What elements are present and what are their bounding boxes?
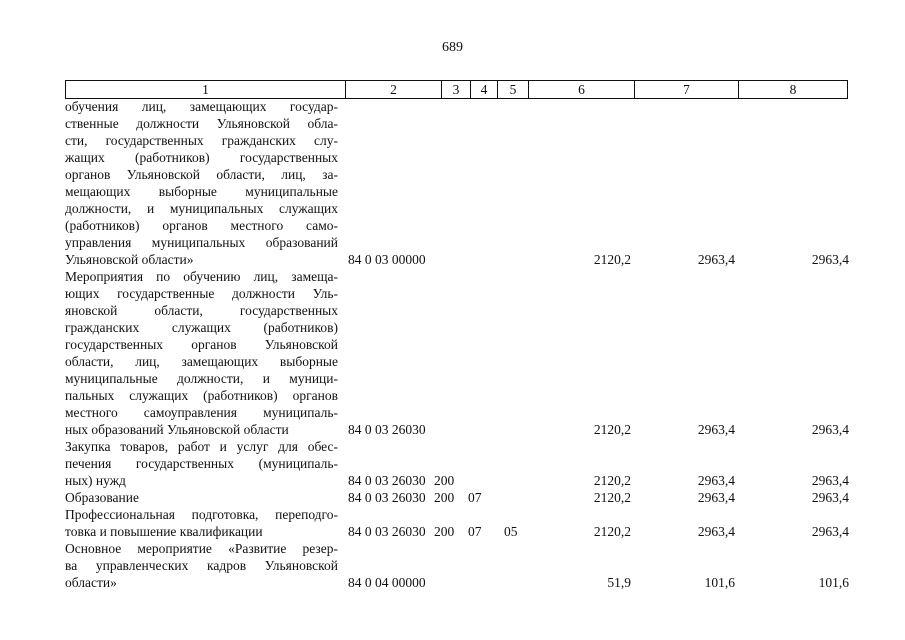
amount-column-8: 101,6 <box>818 575 849 590</box>
description-line: государственных органов Ульяновской <box>65 337 338 352</box>
amount-column-6: 2120,2 <box>593 490 631 505</box>
amount-column-8: 2963,4 <box>811 473 849 488</box>
description-line: Закупка товаров, работ и услуг для обес- <box>65 439 338 454</box>
expense-type-code: 200 <box>434 490 455 505</box>
row-description <box>65 438 338 489</box>
description-line: должности, и муниципальных служащих <box>65 201 338 216</box>
amount-column-8: 2963,4 <box>811 252 849 267</box>
amount-column-7: 2963,4 <box>697 252 735 267</box>
table-row <box>65 540 849 591</box>
description-line: ющих государственные должности Уль- <box>65 286 338 301</box>
column-header-7: 7 <box>635 81 739 99</box>
description-line: товка и повышение квалификации <box>65 524 263 539</box>
column-header-6: 6 <box>529 81 635 99</box>
budget-rows <box>65 98 849 591</box>
column-header-row <box>66 81 848 99</box>
amount-column-8: 2963,4 <box>811 422 849 437</box>
row-description <box>65 506 338 540</box>
description-line: Мероприятия по обучению лиц, замеща- <box>65 269 338 284</box>
description-line: Профессиональная подготовка, переподго- <box>65 507 338 522</box>
row-description <box>65 268 338 438</box>
description-line: местного самоуправления муниципаль- <box>65 405 338 420</box>
amount-column-6: 2120,2 <box>593 422 631 437</box>
amount-column-7: 2963,4 <box>697 473 735 488</box>
amount-column-6: 2120,2 <box>593 524 631 539</box>
description-line: ственные должности Ульяновской обла- <box>65 116 338 131</box>
description-line: гражданских служащих (работников) <box>65 320 338 335</box>
column-header-8: 8 <box>739 81 848 99</box>
description-line: управления муниципальных образований <box>65 235 338 250</box>
amount-column-7: 2963,4 <box>697 524 735 539</box>
amount-column-7: 2963,4 <box>697 490 735 505</box>
expense-type-code: 200 <box>434 524 455 539</box>
table-row <box>65 506 849 540</box>
description-line: Ульяновской области» <box>65 252 194 267</box>
description-line: ных образований Ульяновской области <box>65 422 289 437</box>
target-code: 84 0 03 26030 <box>348 473 426 488</box>
target-code: 84 0 03 26030 <box>348 524 426 539</box>
target-code: 84 0 03 00000 <box>348 252 426 267</box>
amount-column-6: 2120,2 <box>593 473 631 488</box>
amount-column-6: 51,9 <box>607 575 631 590</box>
amount-column-7: 2963,4 <box>697 422 735 437</box>
amount-column-7: 101,6 <box>704 575 735 590</box>
target-code: 84 0 04 00000 <box>348 575 426 590</box>
column-header-1: 1 <box>66 81 346 99</box>
amount-column-6: 2120,2 <box>593 252 631 267</box>
description-line: пальных служащих (работников) органов <box>65 388 338 403</box>
table-row <box>65 438 849 489</box>
description-line: обучения лиц, замещающих государ- <box>65 99 338 114</box>
description-line: Образование <box>65 490 139 505</box>
description-line: печения государственных (муниципаль- <box>65 456 338 471</box>
description-line: яновской области, государственных <box>65 303 338 318</box>
subsection-code: 05 <box>504 524 518 539</box>
expense-type-code: 200 <box>434 473 455 488</box>
row-description <box>65 98 338 268</box>
description-line: (работников) органов местного само- <box>65 218 338 233</box>
description-line: ных) нужд <box>65 473 126 488</box>
column-header-table <box>65 80 848 99</box>
column-header-4: 4 <box>471 81 498 99</box>
page-number: 689 <box>442 40 463 55</box>
table-row <box>65 489 849 506</box>
description-line: муниципальные должности, и муници- <box>65 371 338 386</box>
description-line: мещающих выборные муниципальные <box>65 184 338 199</box>
target-code: 84 0 03 26030 <box>348 422 426 437</box>
description-line: области» <box>65 575 117 590</box>
section-code: 07 <box>468 524 482 539</box>
description-line: жащих (работников) государственных <box>65 150 338 165</box>
description-line: области, лиц, замещающих выборные <box>65 354 338 369</box>
description-line: Основное мероприятие «Развитие резер- <box>65 541 338 556</box>
column-header-5: 5 <box>498 81 529 99</box>
table-row <box>65 268 849 438</box>
table-row <box>65 98 849 268</box>
column-header-2: 2 <box>346 81 442 99</box>
section-code: 07 <box>468 490 482 505</box>
row-description <box>65 489 338 506</box>
target-code: 84 0 03 26030 <box>348 490 426 505</box>
description-line: сти, государственных гражданских слу- <box>65 133 338 148</box>
column-header-3: 3 <box>442 81 471 99</box>
description-line: органов Ульяновской области, лиц, за- <box>65 167 338 182</box>
amount-column-8: 2963,4 <box>811 490 849 505</box>
description-line: ва управленческих кадров Ульяновской <box>65 558 338 573</box>
row-description <box>65 540 338 591</box>
amount-column-8: 2963,4 <box>811 524 849 539</box>
